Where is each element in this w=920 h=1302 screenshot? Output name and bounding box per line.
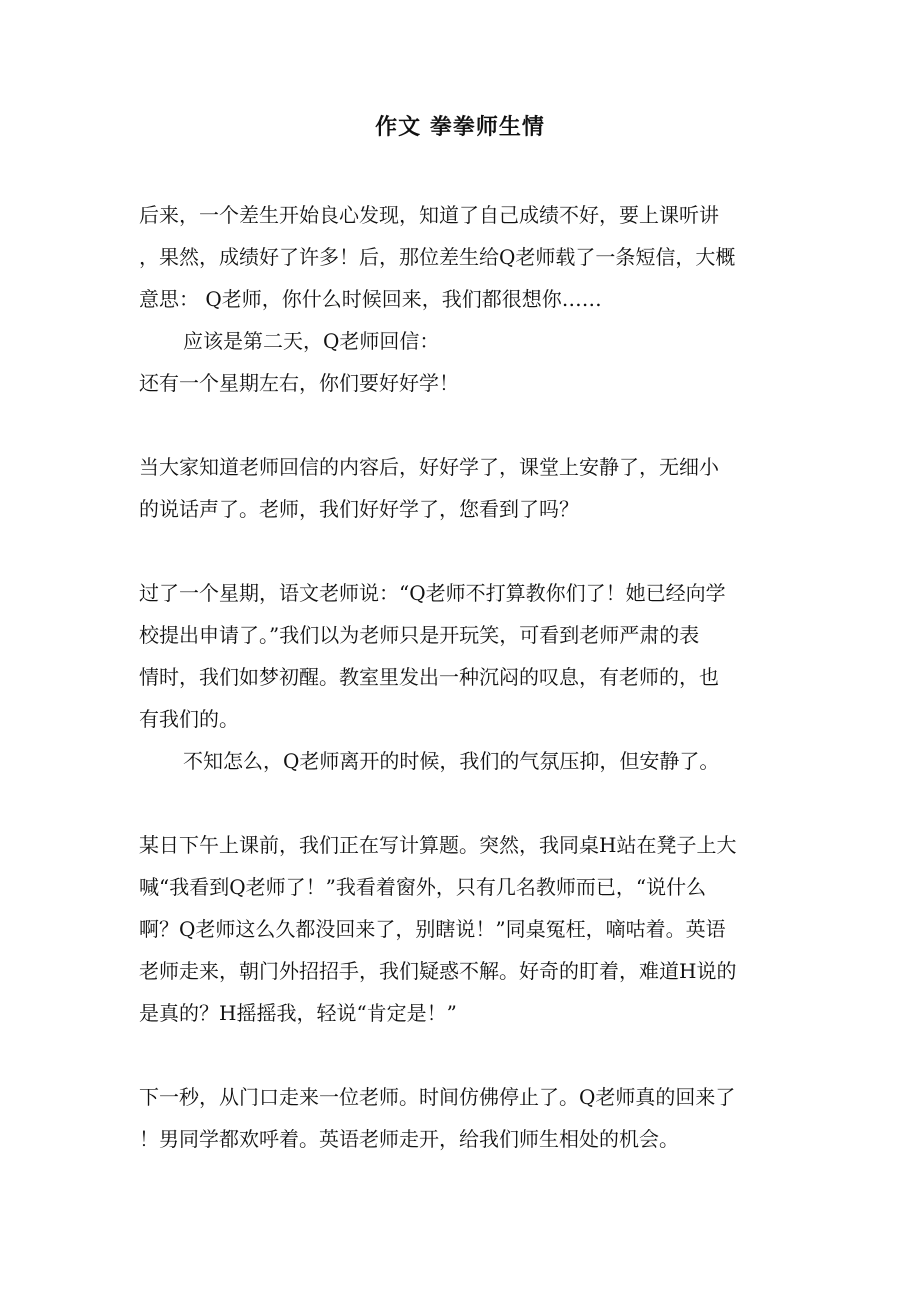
paragraph-2 xyxy=(139,320,784,362)
paragraph-line: 情时，我们如梦初醒。教室里发出一种沉闷的叹息，有老师的，也 xyxy=(139,665,719,689)
paragraph-line: 意思： Q老师，你什么时候回来，我们都很想你…… xyxy=(139,287,602,311)
paragraph-line: 过了一个星期，语文老师说：“Q老师不打算教你们了！她已经向学 xyxy=(139,581,726,605)
paragraph-line: 校提出申请了。”我们以为老师只是开玩笑，可看到老师严肃的表 xyxy=(139,623,700,647)
paragraph-6 xyxy=(139,740,784,782)
paragraph-line: 当大家知道老师回信的内容后，好好学了，课堂上安静了，无细小 xyxy=(139,455,719,479)
paragraph-line: 啊？Q老师这么久都没回来了，别瞎说！”同桌冤枉，嘀咕着。英语 xyxy=(139,917,726,941)
paragraph-line: 不知怎么，Q老师离开的时候，我们的气氛压抑，但安静了。 xyxy=(183,749,720,773)
paragraph-8 xyxy=(139,1076,784,1160)
paragraph-line: 还有一个星期左右，你们要好好学！ xyxy=(139,371,459,395)
paragraph-line: 某日下午上课前，我们正在写计算题。突然，我同桌H站在凳子上大 xyxy=(139,833,737,857)
paragraph-line: 下一秒，从门口走来一位老师。时间仿佛停止了。Q老师真的回来了 xyxy=(139,1085,736,1109)
document-title: 作文 拳拳师生情 xyxy=(375,115,545,140)
paragraph-line: 是真的？H摇摇我，轻说“肯定是！” xyxy=(139,1001,457,1025)
paragraph-7 xyxy=(139,824,784,1034)
paragraph-line: 喊“我看到Q老师了！”我看着窗外，只有几名教师而已，“说什么 xyxy=(139,875,707,899)
paragraph-line: 有我们的。 xyxy=(139,707,239,731)
paragraph-line: ！男同学都欢呼着。英语老师走开，给我们师生相处的机会。 xyxy=(139,1127,679,1151)
paragraph-3 xyxy=(139,362,784,404)
paragraph-5 xyxy=(139,572,784,740)
paragraph-line: 老师走来，朝门外招招手，我们疑惑不解。好奇的盯着，难道H说的 xyxy=(139,959,737,983)
paragraph-line: 应该是第二天，Q老师回信： xyxy=(183,329,440,353)
paragraph-line: 的说话声了。老师，我们好好学了，您看到了吗？ xyxy=(139,497,579,521)
paragraph-1 xyxy=(139,194,784,320)
paragraph-line: ，果然，成绩好了许多！后，那位差生给Q老师载了一条短信，大概 xyxy=(139,245,736,269)
paragraph-line: 后来，一个差生开始良心发现，知道了自己成绩不好，要上课听讲 xyxy=(139,203,719,227)
paragraph-4 xyxy=(139,446,784,530)
